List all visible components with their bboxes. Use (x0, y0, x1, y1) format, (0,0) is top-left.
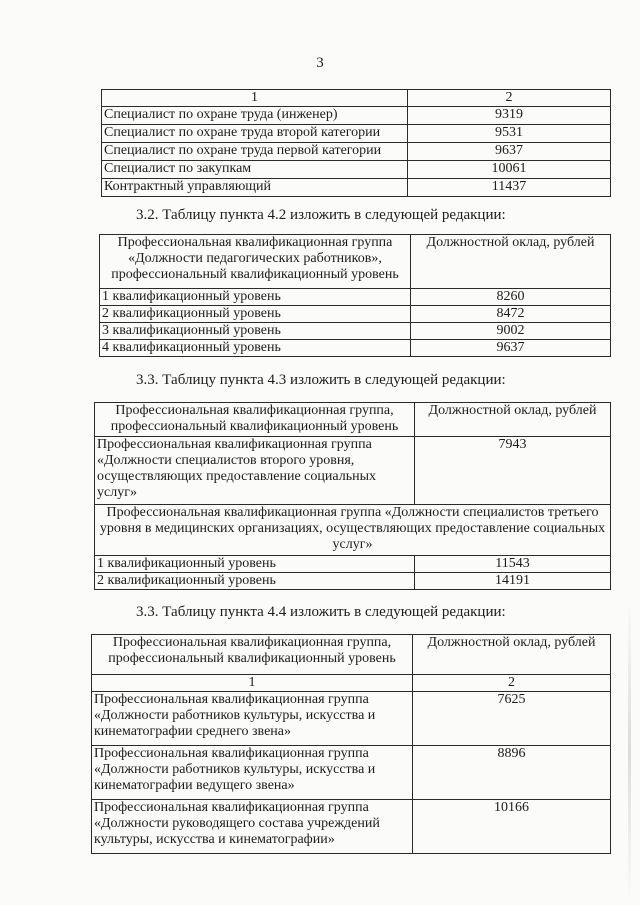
table-row (95, 437, 611, 505)
salary-value: 11543 (415, 556, 611, 573)
header-salary: Должностной оклад, рублей (411, 235, 611, 289)
position-name: Специалист по закупкам (102, 161, 408, 179)
column-number-1: 1 (102, 90, 408, 107)
salary-value: 11437 (408, 179, 611, 197)
column-number-2: 2 (413, 675, 611, 692)
table-row (95, 505, 611, 556)
table-pedagogical (99, 234, 611, 357)
group-third-level-title: Профессиональная квалификационная группа «Должности специалистов третьего уровня в медицинских организациях, осуществляющих предоставление социальных услуг» (95, 505, 611, 556)
position-name: Специалист по охране труда (инженер) (102, 107, 408, 125)
table-header-row (92, 675, 611, 692)
salary-value: 9319 (408, 107, 611, 125)
salary-value: 8260 (411, 289, 611, 306)
table-header-row (102, 90, 611, 107)
table-header-row (92, 635, 611, 675)
column-number-1: 1 (92, 675, 413, 692)
table-culture (91, 634, 611, 854)
salary-value: 9002 (411, 323, 611, 340)
group-second-level: Профессиональная квалификационная группа «Должности специалистов второго уровня, осуществляющих предоставление социальных услуг» (95, 437, 415, 505)
qualification-level: 2 квалификационный уровень (95, 573, 415, 590)
salary-value: 14191 (415, 573, 611, 590)
salary-value: 8896 (413, 746, 611, 800)
table-row (100, 340, 611, 357)
table-row (102, 107, 611, 125)
qualification-level: 4 квалификационный уровень (100, 340, 411, 357)
table-header-row (95, 403, 611, 437)
page-number: 3 (316, 55, 324, 71)
table-specialists (101, 89, 611, 197)
table-row (95, 556, 611, 573)
header-salary: Должностной оклад, рублей (415, 403, 611, 437)
table-row (102, 179, 611, 197)
group-culture-management: Профессиональная квалификационная группа «Должности руководящего состава учреждений культуры, искусства и кинематографии» (92, 800, 413, 854)
header-salary: Должностной оклад, рублей (413, 635, 611, 675)
table-row (92, 692, 611, 746)
table-social-services (94, 402, 611, 590)
qualification-level: 3 квалификационный уровень (100, 323, 411, 340)
salary-value: 9637 (411, 340, 611, 357)
column-number-2: 2 (408, 90, 611, 107)
table-row (100, 289, 611, 306)
caption-table-4-2: 3.2. Таблицу пункта 4.2 изложить в следующей редакции: (136, 207, 506, 223)
table-row (102, 161, 611, 179)
header-group-level: Профессиональная квалификационная группа, профессиональный квалификационный уровень (92, 635, 413, 675)
group-culture-middle: Профессиональная квалификационная группа «Должности работников культуры, искусства и кинематографии среднего звена» (92, 692, 413, 746)
qualification-level: 1 квалификационный уровень (95, 556, 415, 573)
salary-value: 9637 (408, 143, 611, 161)
caption-table-4-4: 3.3. Таблицу пункта 4.4 изложить в следующей редакции: (136, 604, 506, 620)
table-row (95, 573, 611, 590)
qualification-level: 2 квалификационный уровень (100, 306, 411, 323)
header-group-level: Профессиональная квалификационная группа, профессиональный квалификационный уровень (95, 403, 415, 437)
qualification-level: 1 квалификационный уровень (100, 289, 411, 306)
table-row (92, 800, 611, 854)
header-group-level: Профессиональная квалификационная группа «Должности педагогических работников», профессиональный квалификационный уровень (100, 235, 411, 289)
salary-value: 8472 (411, 306, 611, 323)
salary-value: 7943 (415, 437, 611, 505)
salary-value: 10166 (413, 800, 611, 854)
table-row (100, 323, 611, 340)
table-row (102, 125, 611, 143)
position-name: Контрактный управляющий (102, 179, 408, 197)
salary-value: 10061 (408, 161, 611, 179)
caption-table-4-3: 3.3. Таблицу пункта 4.3 изложить в следующей редакции: (136, 372, 506, 388)
table-row (92, 746, 611, 800)
salary-value: 7625 (413, 692, 611, 746)
position-name: Специалист по охране труда второй категории (102, 125, 408, 143)
scan-edge-shadow (628, 600, 631, 900)
table-header-row (100, 235, 611, 289)
table-row (102, 143, 611, 161)
salary-value: 9531 (408, 125, 611, 143)
position-name: Специалист по охране труда первой категории (102, 143, 408, 161)
group-culture-leading: Профессиональная квалификационная группа «Должности работников культуры, искусства и кинематографии ведущего звена» (92, 746, 413, 800)
table-row (100, 306, 611, 323)
